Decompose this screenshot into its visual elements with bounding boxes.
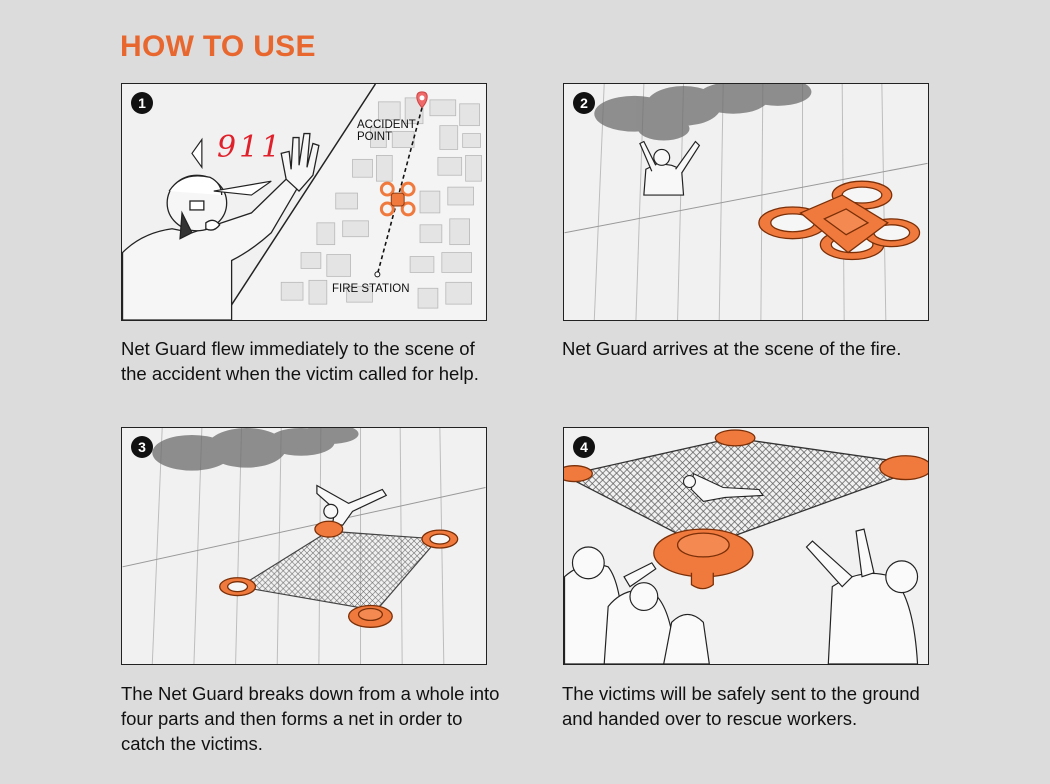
fire-station-label: FIRE STATION [332, 283, 410, 295]
step-4-number-badge: 4 [573, 436, 595, 458]
drone-arrives-drawing [564, 84, 928, 320]
step-2-illustration [563, 83, 929, 321]
step-3-number-badge: 3 [131, 436, 153, 458]
step-1-illustration [121, 83, 487, 321]
phone-call-and-map-drawing [122, 84, 486, 320]
step-4-caption: The victims will be safely sent to the ground and handed over to rescue workers. [562, 683, 920, 729]
step-1-number-badge: 1 [131, 92, 153, 114]
call-911-text: 911 [217, 130, 284, 165]
net-forming-drawing [122, 428, 486, 664]
step-3-caption: The Net Guard breaks down from a whole into four parts and then forms a net in order to catch the victims. [121, 683, 500, 754]
step-2-number-badge: 2 [573, 92, 595, 114]
step-1-caption: Net Guard flew immediately to the scene of the accident when the victim called for help. [121, 338, 479, 384]
page-title: HOW TO USE [120, 30, 316, 63]
step-3-illustration [121, 427, 487, 665]
step-4-illustration [563, 427, 929, 665]
step-2-caption: Net Guard arrives at the scene of the fire. [562, 338, 902, 359]
accident-point-label: ACCIDENT POINT [357, 119, 416, 143]
rescue-drawing [564, 428, 928, 664]
